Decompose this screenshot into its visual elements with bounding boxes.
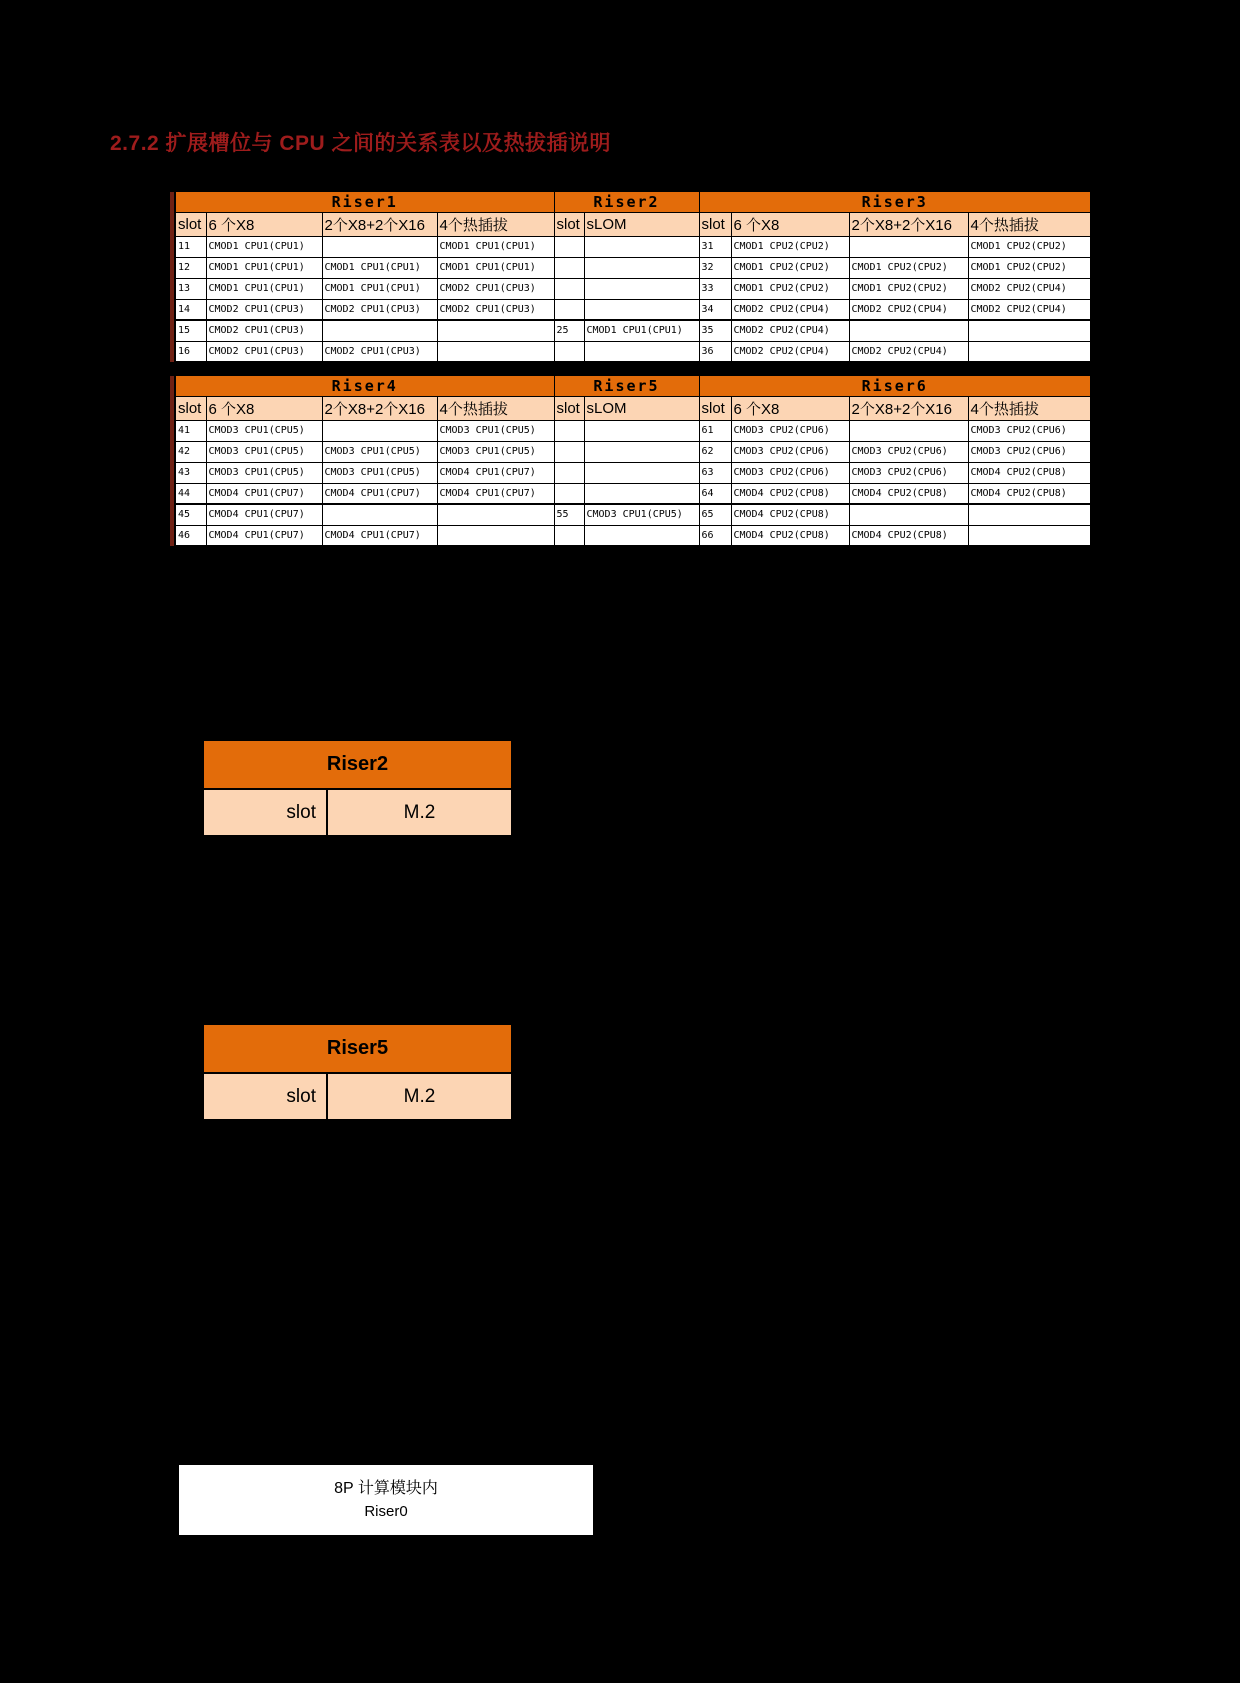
slot-number-cell <box>554 278 584 299</box>
column-header: 6 个X8 <box>731 396 849 420</box>
cpu-mapping-cell: CMOD2 CPU1(CPU3) <box>206 299 322 320</box>
slot-number-cell <box>554 420 584 441</box>
riser2-m2-header-cell: M.2 <box>403 801 436 823</box>
cpu-mapping-cell: CMOD4 CPU1(CPU7) <box>322 525 437 546</box>
cpu-mapping-cell: CMOD1 CPU2(CPU2) <box>968 257 1091 278</box>
table-row <box>175 320 1091 341</box>
cpu-mapping-cell: CMOD2 CPU2(CPU4) <box>968 299 1091 320</box>
cpu-mapping-cell: CMOD2 CPU2(CPU4) <box>731 320 849 341</box>
cpu-mapping-cell: CMOD3 CPU2(CPU6) <box>731 462 849 483</box>
column-header: sLOM <box>584 212 699 236</box>
cpu-mapping-cell: CMOD3 CPU2(CPU6) <box>849 441 968 462</box>
section-title: 2.7.2 扩展槽位与 CPU 之间的关系表以及热拔插说明 <box>110 132 612 155</box>
cpu-mapping-cell: CMOD2 CPU2(CPU4) <box>968 278 1091 299</box>
table-row <box>175 341 1091 362</box>
cpu-mapping-cell: CMOD4 CPU1(CPU7) <box>206 483 322 504</box>
slot-number-cell: 43 <box>175 462 206 483</box>
cpu-mapping-cell: CMOD4 CPU1(CPU7) <box>206 504 322 525</box>
cpu-mapping-cell: CMOD1 CPU2(CPU2) <box>731 278 849 299</box>
riser-group-title: Riser1 <box>175 191 554 212</box>
cpu-mapping-cell <box>849 504 968 525</box>
slot-number-cell: 12 <box>175 257 206 278</box>
cpu-mapping-cell: CMOD4 CPU2(CPU8) <box>731 483 849 504</box>
slot-number-cell: 41 <box>175 420 206 441</box>
riser-table-1-2-3 <box>174 190 1092 363</box>
riser2-m2-table-title: Riser2 <box>204 741 511 790</box>
cpu-mapping-cell: CMOD2 CPU1(CPU3) <box>437 299 554 320</box>
column-header-slot: slot <box>699 396 731 420</box>
cpu-mapping-cell: CMOD4 CPU1(CPU7) <box>437 462 554 483</box>
cpu-mapping-cell: CMOD2 CPU2(CPU4) <box>731 341 849 362</box>
cpu-mapping-cell: CMOD3 CPU1(CPU5) <box>206 420 322 441</box>
cpu-mapping-cell <box>437 504 554 525</box>
column-header-slot: slot <box>554 396 584 420</box>
slot-number-cell <box>554 236 584 257</box>
slot-number-cell <box>554 341 584 362</box>
cpu-mapping-cell: CMOD1 CPU2(CPU2) <box>731 257 849 278</box>
cpu-mapping-cell <box>968 504 1091 525</box>
slot-number-cell: 11 <box>175 236 206 257</box>
cpu-mapping-cell: CMOD3 CPU2(CPU6) <box>849 462 968 483</box>
slot-number-cell <box>554 257 584 278</box>
riser5-m2-header-cell: M.2 <box>403 1085 436 1107</box>
slot-number-cell: 16 <box>175 341 206 362</box>
riser2-m2-table <box>203 740 512 836</box>
cpu-mapping-cell: CMOD4 CPU2(CPU8) <box>849 525 968 546</box>
cpu-mapping-cell: CMOD1 CPU1(CPU1) <box>206 257 322 278</box>
column-header: 6 个X8 <box>731 212 849 236</box>
slot-number-cell <box>554 525 584 546</box>
cpu-mapping-cell <box>322 320 437 341</box>
cpu-mapping-cell: CMOD3 CPU1(CPU5) <box>584 504 699 525</box>
table-row <box>175 236 1091 257</box>
table-row <box>175 462 1091 483</box>
riser-group-title: Riser5 <box>554 375 699 396</box>
cpu-mapping-cell: CMOD3 CPU1(CPU5) <box>206 441 322 462</box>
column-header: 6 个X8 <box>206 212 322 236</box>
riser-cpu-mapping-table <box>174 190 1092 363</box>
cpu-mapping-cell <box>584 299 699 320</box>
table-row <box>204 1074 511 1119</box>
cpu-mapping-cell: CMOD3 CPU2(CPU6) <box>968 441 1091 462</box>
slot-number-cell: 62 <box>699 441 731 462</box>
cpu-mapping-cell <box>322 420 437 441</box>
column-header: 4个热插拔 <box>968 396 1091 420</box>
cpu-mapping-cell: CMOD4 CPU2(CPU8) <box>731 525 849 546</box>
column-header: 4个热插拔 <box>437 396 554 420</box>
riser-group-title: Riser6 <box>699 375 1091 396</box>
cpu-mapping-cell <box>584 341 699 362</box>
riser-cpu-mapping-table <box>174 374 1092 547</box>
riser5-m2-table-title: Riser5 <box>204 1025 511 1074</box>
riser-group-title: Riser2 <box>554 191 699 212</box>
slot-number-cell: 15 <box>175 320 206 341</box>
cpu-mapping-cell <box>584 462 699 483</box>
slot-number-cell: 42 <box>175 441 206 462</box>
column-header-slot: slot <box>554 212 584 236</box>
column-header: 6 个X8 <box>206 396 322 420</box>
cpu-mapping-cell: CMOD1 CPU2(CPU2) <box>968 236 1091 257</box>
table-row <box>175 257 1091 278</box>
column-header: 2个X8+2个X16 <box>322 396 437 420</box>
cpu-mapping-cell: CMOD4 CPU2(CPU8) <box>968 462 1091 483</box>
cpu-mapping-cell <box>322 236 437 257</box>
slot-number-cell: 13 <box>175 278 206 299</box>
cpu-mapping-cell: CMOD3 CPU1(CPU5) <box>437 441 554 462</box>
riser-group-title: Riser3 <box>699 191 1091 212</box>
table-row <box>175 441 1091 462</box>
cpu-mapping-cell: CMOD2 CPU2(CPU4) <box>731 299 849 320</box>
cpu-mapping-cell: CMOD1 CPU1(CPU1) <box>322 257 437 278</box>
cpu-mapping-cell: CMOD2 CPU1(CPU3) <box>206 320 322 341</box>
cpu-mapping-cell: CMOD1 CPU2(CPU2) <box>731 236 849 257</box>
slot-number-cell <box>554 483 584 504</box>
cpu-mapping-cell <box>968 525 1091 546</box>
riser-table-4-5-6 <box>174 374 1092 547</box>
riser0-box-caption: 8P 计算模块内 <box>334 1480 438 1497</box>
cpu-mapping-cell: CMOD1 CPU1(CPU1) <box>437 257 554 278</box>
table-row <box>175 504 1091 525</box>
cpu-mapping-cell: CMOD2 CPU1(CPU3) <box>206 341 322 362</box>
cpu-mapping-cell: CMOD3 CPU1(CPU5) <box>322 441 437 462</box>
slot-number-cell <box>554 441 584 462</box>
column-header-slot: slot <box>175 396 206 420</box>
column-header-slot: slot <box>175 212 206 236</box>
cpu-mapping-cell <box>584 236 699 257</box>
cpu-mapping-cell: CMOD1 CPU2(CPU2) <box>849 257 968 278</box>
riser5-m2-table <box>203 1024 512 1120</box>
table-row <box>175 278 1091 299</box>
cpu-mapping-cell: CMOD3 CPU1(CPU5) <box>322 462 437 483</box>
slot-number-cell: 61 <box>699 420 731 441</box>
riser0-label-box <box>179 1465 593 1535</box>
cpu-mapping-cell <box>584 483 699 504</box>
cpu-mapping-cell <box>437 320 554 341</box>
slot-number-cell: 63 <box>699 462 731 483</box>
slot-number-cell: 25 <box>554 320 584 341</box>
table-row <box>175 525 1091 546</box>
cpu-mapping-cell: CMOD2 CPU1(CPU3) <box>437 278 554 299</box>
slot-number-cell: 34 <box>699 299 731 320</box>
slot-number-cell: 65 <box>699 504 731 525</box>
table-row <box>204 790 511 835</box>
cpu-mapping-cell: CMOD1 CPU2(CPU2) <box>849 278 968 299</box>
cpu-mapping-cell <box>584 420 699 441</box>
cpu-mapping-cell: CMOD1 CPU1(CPU1) <box>437 236 554 257</box>
cpu-mapping-cell: CMOD2 CPU2(CPU4) <box>849 341 968 362</box>
cpu-mapping-cell: CMOD4 CPU2(CPU8) <box>731 504 849 525</box>
cpu-mapping-cell <box>437 525 554 546</box>
cpu-mapping-cell: CMOD4 CPU2(CPU8) <box>849 483 968 504</box>
slot-number-cell <box>554 462 584 483</box>
cpu-mapping-cell <box>584 278 699 299</box>
riser5-slot-header-cell: slot <box>204 1074 328 1119</box>
column-header: 4个热插拔 <box>968 212 1091 236</box>
riser0-box-label: Riser0 <box>364 1503 408 1520</box>
cpu-mapping-cell: CMOD2 CPU2(CPU4) <box>849 299 968 320</box>
cpu-mapping-cell: CMOD3 CPU2(CPU6) <box>731 420 849 441</box>
column-header: 2个X8+2个X16 <box>849 396 968 420</box>
table-row <box>175 299 1091 320</box>
cpu-mapping-cell <box>584 441 699 462</box>
cpu-mapping-cell: CMOD4 CPU2(CPU8) <box>968 483 1091 504</box>
cpu-mapping-cell: CMOD3 CPU1(CPU5) <box>437 420 554 441</box>
slot-number-cell: 36 <box>699 341 731 362</box>
slot-number-cell: 45 <box>175 504 206 525</box>
cpu-mapping-cell <box>584 525 699 546</box>
cpu-mapping-cell <box>849 320 968 341</box>
cpu-mapping-cell <box>437 341 554 362</box>
cpu-mapping-cell <box>849 420 968 441</box>
table-row <box>175 420 1091 441</box>
column-header-slot: slot <box>699 212 731 236</box>
column-header: 4个热插拔 <box>437 212 554 236</box>
slot-number-cell: 33 <box>699 278 731 299</box>
column-header: 2个X8+2个X16 <box>322 212 437 236</box>
cpu-mapping-cell: CMOD1 CPU1(CPU1) <box>206 236 322 257</box>
slot-number-cell: 46 <box>175 525 206 546</box>
slot-number-cell: 35 <box>699 320 731 341</box>
cpu-mapping-cell: CMOD3 CPU2(CPU6) <box>968 420 1091 441</box>
cpu-mapping-cell: CMOD1 CPU1(CPU1) <box>322 278 437 299</box>
cpu-mapping-cell <box>584 257 699 278</box>
cpu-mapping-cell: CMOD2 CPU1(CPU3) <box>322 299 437 320</box>
cpu-mapping-cell: CMOD4 CPU1(CPU7) <box>322 483 437 504</box>
slot-number-cell: 55 <box>554 504 584 525</box>
cpu-mapping-cell <box>968 341 1091 362</box>
riser-group-title: Riser4 <box>175 375 554 396</box>
table-row <box>175 483 1091 504</box>
cpu-mapping-cell: CMOD2 CPU1(CPU3) <box>322 341 437 362</box>
cpu-mapping-cell <box>322 504 437 525</box>
slot-number-cell: 31 <box>699 236 731 257</box>
slot-number-cell: 14 <box>175 299 206 320</box>
slot-number-cell: 64 <box>699 483 731 504</box>
cpu-mapping-cell <box>849 236 968 257</box>
cpu-mapping-cell: CMOD1 CPU1(CPU1) <box>584 320 699 341</box>
column-header: 2个X8+2个X16 <box>849 212 968 236</box>
slot-number-cell: 44 <box>175 483 206 504</box>
column-header: sLOM <box>584 396 699 420</box>
cpu-mapping-cell: CMOD4 CPU1(CPU7) <box>206 525 322 546</box>
slot-number-cell: 66 <box>699 525 731 546</box>
cpu-mapping-cell <box>968 320 1091 341</box>
cpu-mapping-cell: CMOD1 CPU1(CPU1) <box>206 278 322 299</box>
riser2-slot-header-cell: slot <box>204 790 328 835</box>
cpu-mapping-cell: CMOD4 CPU1(CPU7) <box>437 483 554 504</box>
slot-number-cell <box>554 299 584 320</box>
cpu-mapping-cell: CMOD3 CPU2(CPU6) <box>731 441 849 462</box>
slot-number-cell: 32 <box>699 257 731 278</box>
cpu-mapping-cell: CMOD3 CPU1(CPU5) <box>206 462 322 483</box>
